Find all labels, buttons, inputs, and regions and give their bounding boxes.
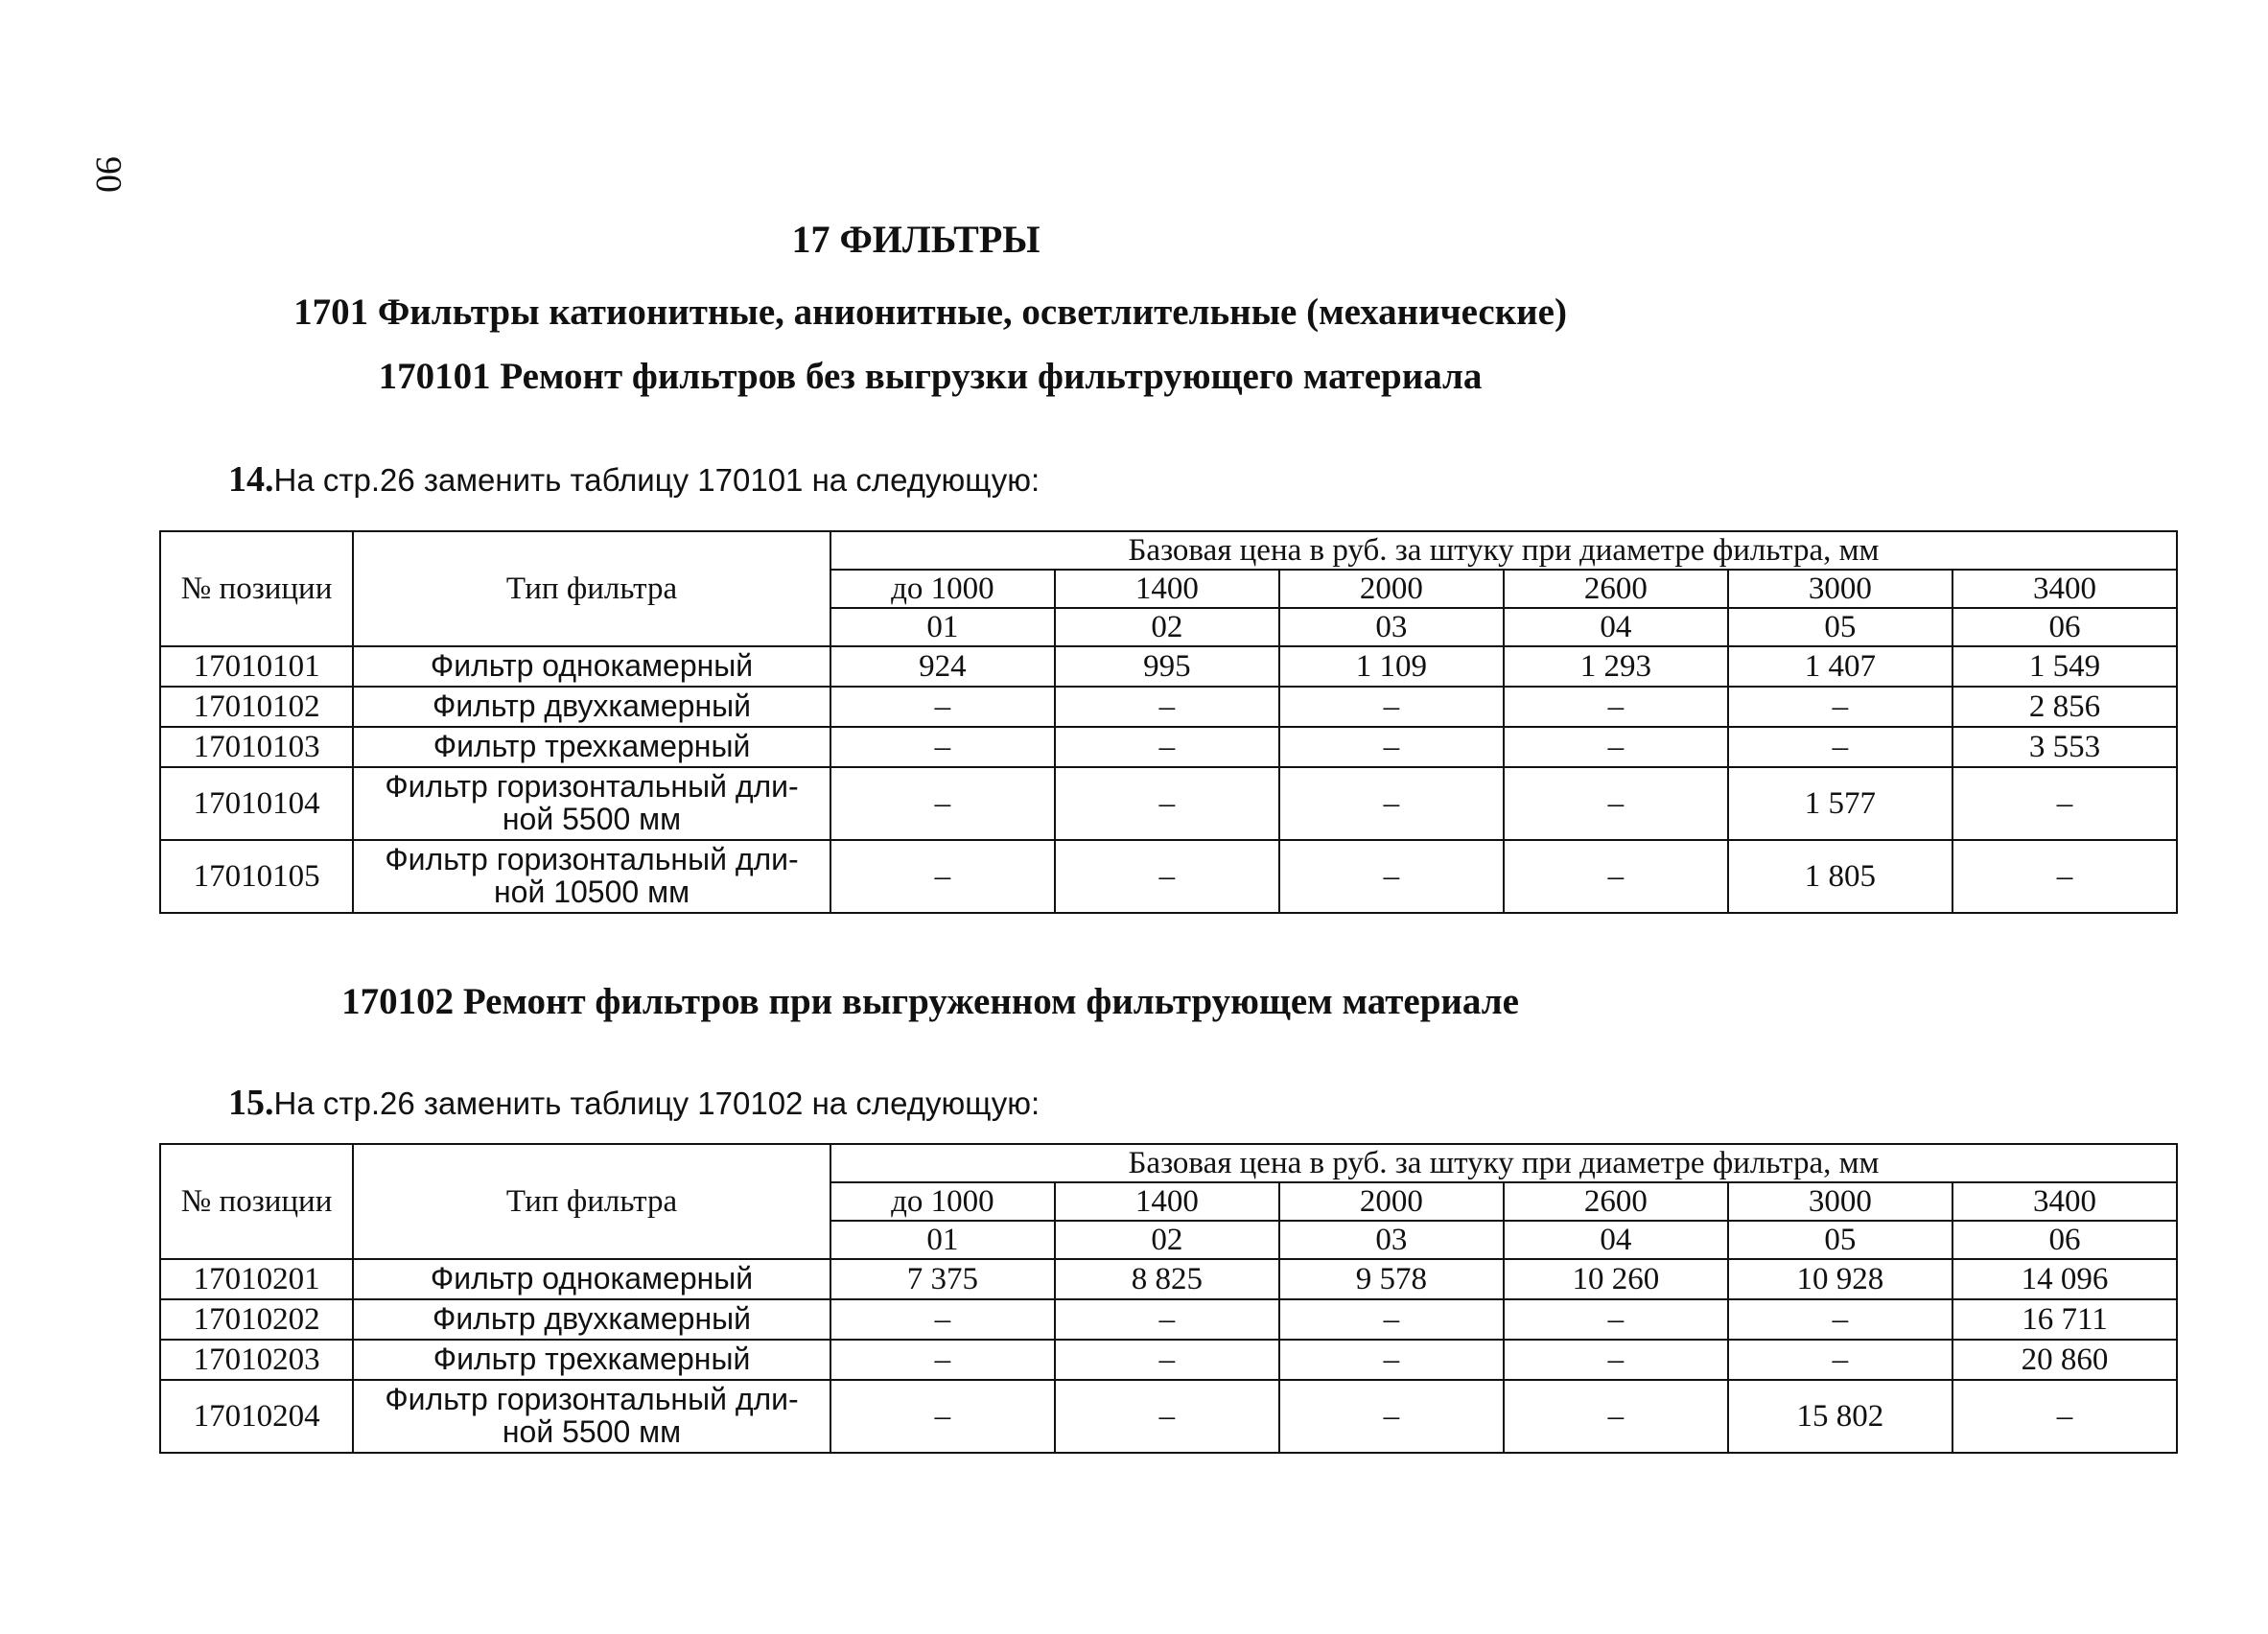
position-cell: 17010105 <box>160 840 353 913</box>
price-cell: – <box>1055 687 1279 727</box>
price-cell: – <box>1504 767 1728 840</box>
code-header: 03 <box>1279 608 1504 646</box>
position-cell: 17010201 <box>160 1259 353 1299</box>
type-cell: Фильтр трехкамерный <box>353 727 830 767</box>
price-cell: – <box>1504 1380 1728 1453</box>
price-cell: – <box>1504 1340 1728 1380</box>
price-cell: – <box>1279 1340 1504 1380</box>
price-cell: – <box>1279 727 1504 767</box>
price-cell: – <box>1055 1299 1279 1340</box>
type-cell: Фильтр горизонтальный дли-ной 10500 мм <box>353 840 830 913</box>
price-cell: 1 577 <box>1728 767 1952 840</box>
subsection-title-170102: 170102 Ремонт фильтров при выгруженном фильтрующем материале <box>341 981 1519 1022</box>
price-cell: 3 553 <box>1952 727 2177 767</box>
price-cell: – <box>1279 767 1504 840</box>
price-cell: – <box>1728 1340 1952 1380</box>
table-row <box>160 1259 2177 1299</box>
header-base-price: Базовая цена в руб. за штуку при диаметре фильтра, мм <box>830 531 2177 570</box>
code-header: 02 <box>1055 608 1279 646</box>
price-cell: – <box>1728 1299 1952 1340</box>
amendment-note-14 <box>228 458 1040 501</box>
type-cell: Фильтр однокамерный <box>353 1259 830 1299</box>
code-header: 06 <box>1952 608 2177 646</box>
position-cell: 17010104 <box>160 767 353 840</box>
price-cell: – <box>830 1380 1055 1453</box>
note-number: 14. <box>228 459 274 500</box>
diameter-header: до 1000 <box>830 1182 1055 1221</box>
diameter-header: 3400 <box>1952 1182 2177 1221</box>
code-header: 04 <box>1504 608 1728 646</box>
table-row <box>160 687 2177 727</box>
price-cell: – <box>1952 840 2177 913</box>
price-cell: 16 711 <box>1952 1299 2177 1340</box>
price-cell: – <box>830 1340 1055 1380</box>
diameter-header: 3000 <box>1728 1182 1952 1221</box>
position-cell: 17010204 <box>160 1380 353 1453</box>
table-row <box>160 767 2177 840</box>
header-position: № позиции <box>160 531 353 646</box>
code-header: 05 <box>1728 1221 1952 1259</box>
position-cell: 17010101 <box>160 646 353 687</box>
position-cell: 17010203 <box>160 1340 353 1380</box>
price-cell: – <box>1728 687 1952 727</box>
code-header: 02 <box>1055 1221 1279 1259</box>
type-cell: Фильтр двухкамерный <box>353 687 830 727</box>
diameter-header: 1400 <box>1055 1182 1279 1221</box>
price-cell: – <box>1504 840 1728 913</box>
price-cell: 1 407 <box>1728 646 1952 687</box>
price-cell: 20 860 <box>1952 1340 2177 1380</box>
type-cell: Фильтр однокамерный <box>353 646 830 687</box>
diameter-header: 2000 <box>1279 1182 1504 1221</box>
price-cell: 2 856 <box>1952 687 2177 727</box>
price-cell: 15 802 <box>1728 1380 1952 1453</box>
price-cell: 8 825 <box>1055 1259 1279 1299</box>
type-cell: Фильтр горизонтальный дли-ной 5500 мм <box>353 767 830 840</box>
diameter-header: 3000 <box>1728 570 1952 608</box>
price-cell: – <box>1504 727 1728 767</box>
price-cell: – <box>1504 1299 1728 1340</box>
price-cell: – <box>1952 1380 2177 1453</box>
price-cell: – <box>1279 687 1504 727</box>
price-cell: 924 <box>830 646 1055 687</box>
price-cell: 1 293 <box>1504 646 1728 687</box>
price-cell: – <box>1952 767 2177 840</box>
table-row <box>160 727 2177 767</box>
price-cell: – <box>830 1299 1055 1340</box>
price-cell: – <box>830 767 1055 840</box>
type-cell: Фильтр трехкамерный <box>353 1340 830 1380</box>
price-cell: 10 260 <box>1504 1259 1728 1299</box>
code-header: 03 <box>1279 1221 1504 1259</box>
position-cell: 17010103 <box>160 727 353 767</box>
price-cell: – <box>1055 840 1279 913</box>
note-text: На стр.26 заменить таблицу 170102 на следующую: <box>273 1085 1040 1121</box>
page-number: 90 <box>88 156 129 193</box>
group-title: 1701 Фильтры катионитные, анионитные, осветлительные (механические) <box>293 292 1567 333</box>
price-cell: – <box>1055 727 1279 767</box>
diameter-header: 2600 <box>1504 1182 1728 1221</box>
price-cell: 14 096 <box>1952 1259 2177 1299</box>
table-row <box>160 1380 2177 1453</box>
note-number: 15. <box>228 1083 274 1123</box>
price-cell: 1 109 <box>1279 646 1504 687</box>
price-cell: 1 805 <box>1728 840 1952 913</box>
diameter-header: 2600 <box>1504 570 1728 608</box>
type-cell: Фильтр двухкамерный <box>353 1299 830 1340</box>
code-header: 06 <box>1952 1221 2177 1259</box>
price-cell: 9 578 <box>1279 1259 1504 1299</box>
price-cell: – <box>830 840 1055 913</box>
amendment-note-15 <box>228 1082 1040 1124</box>
header-type: Тип фильтра <box>353 1144 830 1259</box>
price-cell: – <box>1055 767 1279 840</box>
table-row <box>160 646 2177 687</box>
header-base-price: Базовая цена в руб. за штуку при диаметре фильтра, мм <box>830 1144 2177 1182</box>
price-cell: – <box>1728 727 1952 767</box>
diameter-header: 2000 <box>1279 570 1504 608</box>
diameter-header: 1400 <box>1055 570 1279 608</box>
code-header: 01 <box>830 1221 1055 1259</box>
code-header: 04 <box>1504 1221 1728 1259</box>
diameter-header: до 1000 <box>830 570 1055 608</box>
price-cell: 1 549 <box>1952 646 2177 687</box>
price-cell: – <box>1055 1340 1279 1380</box>
table-row <box>160 1299 2177 1340</box>
price-table-170102 <box>159 1143 2178 1454</box>
price-cell: – <box>830 687 1055 727</box>
price-cell: – <box>1279 840 1504 913</box>
price-cell: – <box>1279 1299 1504 1340</box>
position-cell: 17010102 <box>160 687 353 727</box>
position-cell: 17010202 <box>160 1299 353 1340</box>
price-cell: – <box>830 727 1055 767</box>
diameter-header: 3400 <box>1952 570 2177 608</box>
type-cell: Фильтр горизонтальный дли-ной 5500 мм <box>353 1380 830 1453</box>
price-cell: 995 <box>1055 646 1279 687</box>
code-header: 01 <box>830 608 1055 646</box>
subsection-title-170101: 170101 Ремонт фильтров без выгрузки фильтрующего материала <box>378 356 1483 397</box>
header-type: Тип фильтра <box>353 531 830 646</box>
price-cell: 7 375 <box>830 1259 1055 1299</box>
price-cell: – <box>1504 687 1728 727</box>
section-title: 17 ФИЛЬТРЫ <box>791 218 1040 261</box>
price-cell: 10 928 <box>1728 1259 1952 1299</box>
table-row <box>160 1340 2177 1380</box>
price-table-170101 <box>159 530 2178 914</box>
note-text: На стр.26 заменить таблицу 170101 на следующую: <box>273 462 1040 498</box>
price-cell: – <box>1055 1380 1279 1453</box>
header-position: № позиции <box>160 1144 353 1259</box>
code-header: 05 <box>1728 608 1952 646</box>
table-row <box>160 840 2177 913</box>
price-cell: – <box>1279 1380 1504 1453</box>
